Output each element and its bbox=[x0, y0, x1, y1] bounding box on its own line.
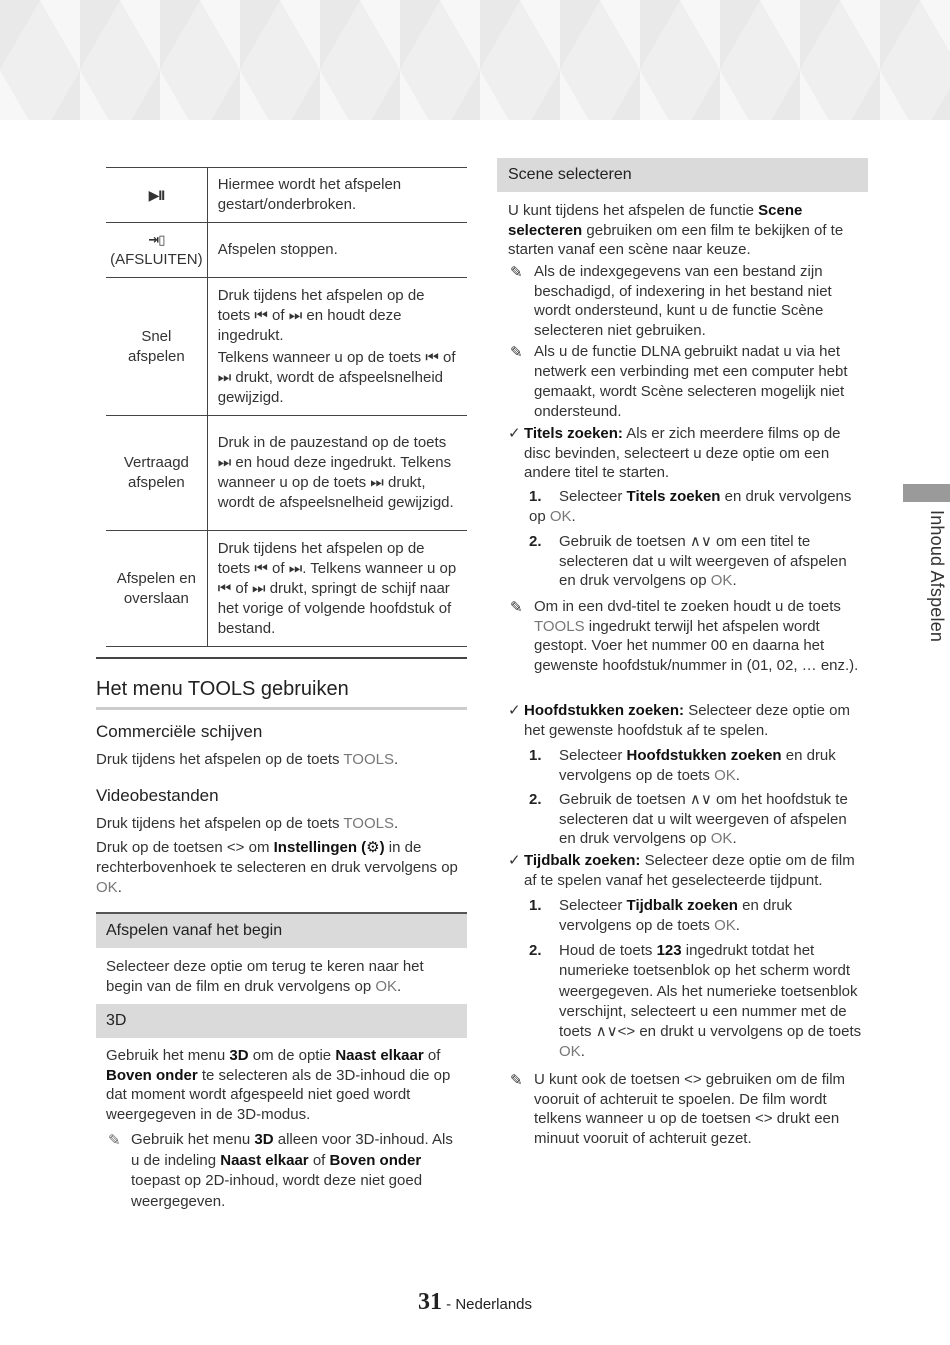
timebar-search: Tijdbalk zoeken: Selecteer deze optie om de film af te spelen vanaf het geselecteerde tijdpunt. bbox=[524, 852, 855, 889]
timebar-step-1: Selecteer Tijdbalk zoeken en druk vervolgens op de toets OK. bbox=[559, 897, 793, 934]
from-start-text: Selecteer deze optie om terug te keren naar het begin van de film en druk vervolgens op OK. bbox=[106, 958, 424, 995]
table-row bbox=[106, 531, 467, 647]
tools-section-title: Het menu TOOLS gebruiken bbox=[96, 678, 467, 710]
chapters-search: Hoofdstukken zoeken: Selecteer deze optie om het gewenste hoofdstuk af te spelen. bbox=[524, 702, 850, 739]
exit-icon: ⇥▯ bbox=[148, 232, 165, 247]
play-pause-icon: ▶II bbox=[148, 186, 165, 203]
video-text-1: Druk tijdens het afspelen op de toets TOOLS. bbox=[96, 815, 399, 832]
table-row bbox=[106, 223, 467, 278]
three-d-note: Gebruik het menu 3D alleen voor 3D-inhoud. Als u de indeling Naast elkaar of Boven onder toepast op 2D-inhoud, wordt deze niet goed weergegeven. bbox=[131, 1131, 453, 1210]
titles-step-2: Gebruik de toetsen ∧∨ om een titel te selecteren dat u wilt weergeven of afspelen en druk vervolgens op OK. bbox=[559, 533, 847, 589]
scene-note-2: Als u de functie DLNA gebruikt nadat u via het netwerk een verbinding met een computer hebt gemaakt, wordt Scène selecteren mogelijk niet ondersteund. bbox=[534, 343, 848, 420]
play-pause-key-cell bbox=[106, 168, 207, 223]
titles-search: Titels zoeken: Als er zich meerdere films op de disc bevinden, selecteert u deze optie om een andere titel te starten. bbox=[524, 425, 841, 481]
check-icon: ✓ bbox=[508, 702, 521, 719]
from-start-heading: Afspelen vanaf het begin bbox=[96, 912, 467, 948]
slow-play-key-cell bbox=[106, 416, 207, 531]
scene-intro: U kunt tijdens het afspelen de functie Scene selecteren gebruiken om een film te bekijken of te starten vanaf een scène naar keuze. bbox=[508, 202, 844, 258]
settings-icon: ⚙ bbox=[366, 839, 380, 856]
slow-play-label: Vertraagd afspelen bbox=[123, 454, 189, 491]
skip-label: Afspelen en overslaan bbox=[116, 569, 196, 607]
control-table bbox=[106, 167, 467, 647]
scene-final-note: U kunt ook de toetsen <> gebruiken om de film vooruit of achteruit te spoelen. De film wordt telkens wanneer u op de toetsen <> drukt een minuut vooruit of achteruit gezet. bbox=[534, 1071, 846, 1147]
direction-arrows-icon: ∧∨<> bbox=[595, 1023, 636, 1041]
exit-key-cell bbox=[106, 223, 207, 278]
scene-heading: Scene selecteren bbox=[497, 158, 868, 192]
chapters-step-2: Gebruik de toetsen ∧∨ om het hoofdstuk te selecteren dat u wilt weergeven of afspelen en druk vervolgens op OK. bbox=[559, 791, 848, 847]
page-footer: 31 - Nederlands bbox=[417, 1289, 533, 1315]
table-row bbox=[106, 168, 467, 223]
scene-note-1: Als de indexgegevens van een bestand zijn beschadigd, of indexering in het bestand niet wordt ondersteund, kunt u de functie Scène selecteren niet gebruiken. bbox=[534, 263, 832, 339]
footer-language: Nederlands bbox=[455, 1296, 533, 1313]
check-icon: ✓ bbox=[508, 852, 521, 869]
commercial-heading: Commerciële schijven bbox=[96, 722, 263, 741]
left-right-arrows-icon: <> bbox=[755, 1110, 773, 1127]
section-rule bbox=[96, 657, 467, 659]
up-down-arrows-icon: ∧∨ bbox=[689, 533, 712, 550]
chapters-step-1: Selecteer Hoofdstukken zoeken en druk vervolgens op de toets OK. bbox=[559, 747, 836, 784]
table-desc: Druk tijdens het afspelen op de toets ⏮ of ⏭. Telkens wanneer u op ⏮ of ⏭ drukt, springt de schijf naar het vorige of volgende hoofdstuk of bestand. bbox=[207, 531, 467, 647]
fast-play-label: Snel afspelen bbox=[128, 327, 185, 365]
video-text-2: Druk op de toetsen <> om Instellingen (⚙) in de rechterbovenhoek te selecteren en druk vervolgens op OK. bbox=[96, 839, 458, 896]
side-tab-marker bbox=[903, 484, 950, 502]
table-desc: Druk in de pauzestand op de toets ⏭ en houd deze ingedrukt. Telkens wanneer u op de toets ⏭ drukt, wordt de afspeelsnelheid gewijzigd. bbox=[207, 416, 467, 531]
commercial-text: Druk tijdens het afspelen op de toets TOOLS. bbox=[96, 751, 399, 768]
side-tab-label: Inhoud Afspelen bbox=[927, 510, 947, 643]
table-desc: Druk tijdens het afspelen op de toets ⏮ of ⏭ en houdt deze ingedrukt. Telkens wanneer u op de toets ⏮ of ⏭ drukt, wordt de afspeelsnelheid gewijzigd. bbox=[207, 278, 467, 416]
fast-play-key-cell bbox=[106, 278, 207, 416]
table-row bbox=[106, 416, 467, 531]
header-banner bbox=[0, 0, 950, 120]
note-pencil-icon: ✎ bbox=[108, 1132, 121, 1149]
table-row bbox=[106, 278, 467, 416]
note-pencil-icon: ✎ bbox=[510, 264, 523, 281]
table-desc: Hiermee wordt het afspelen gestart/onderbroken. bbox=[207, 168, 467, 223]
titles-step-1: 1. Selecteer Titels zoeken en druk vervolgens op OK. bbox=[529, 488, 852, 525]
check-icon: ✓ bbox=[508, 425, 521, 442]
note-pencil-icon: ✎ bbox=[510, 344, 523, 361]
video-heading: Videobestanden bbox=[96, 786, 219, 805]
up-down-arrows-icon: ∧∨ bbox=[689, 791, 712, 808]
left-right-arrows-icon: <> bbox=[684, 1071, 702, 1088]
timebar-step-2: Houd de toets 123 ingedrukt totdat het numerieke toetsenblok op het scherm wordt weergegeven. Als het numerieke toetsenblok verschijnt, selecteert u een nummer met de toets ∧∨<> en drukt u vervolgens op de toets OK. bbox=[559, 942, 862, 1061]
page-number: 31 bbox=[417, 1289, 442, 1315]
three-d-text: Gebruik het menu 3D om de optie Naast elkaar of Boven onder te selecteren als de 3D-inhoud die op dat moment wordt afgespeeld niet goed wordt weergegeven in de 3D-modus. bbox=[106, 1047, 451, 1123]
exit-label: (AFSLUITEN) bbox=[110, 251, 203, 268]
note-pencil-icon: ✎ bbox=[510, 599, 523, 616]
titles-note: Om in een dvd-titel te zoeken houdt u de toets TOOLS ingedrukt terwijl het afspelen wordt gestopt. Voer het nummer 00 en daarna het gewenste hoofdstuk/nummer in (01, 02, … enz.). bbox=[534, 598, 859, 674]
skip-key-cell bbox=[106, 531, 207, 647]
note-pencil-icon: ✎ bbox=[510, 1072, 523, 1089]
left-right-arrows-icon: <> bbox=[226, 839, 245, 856]
table-desc: Afspelen stoppen. bbox=[207, 223, 467, 278]
three-d-heading: 3D bbox=[96, 1004, 467, 1038]
